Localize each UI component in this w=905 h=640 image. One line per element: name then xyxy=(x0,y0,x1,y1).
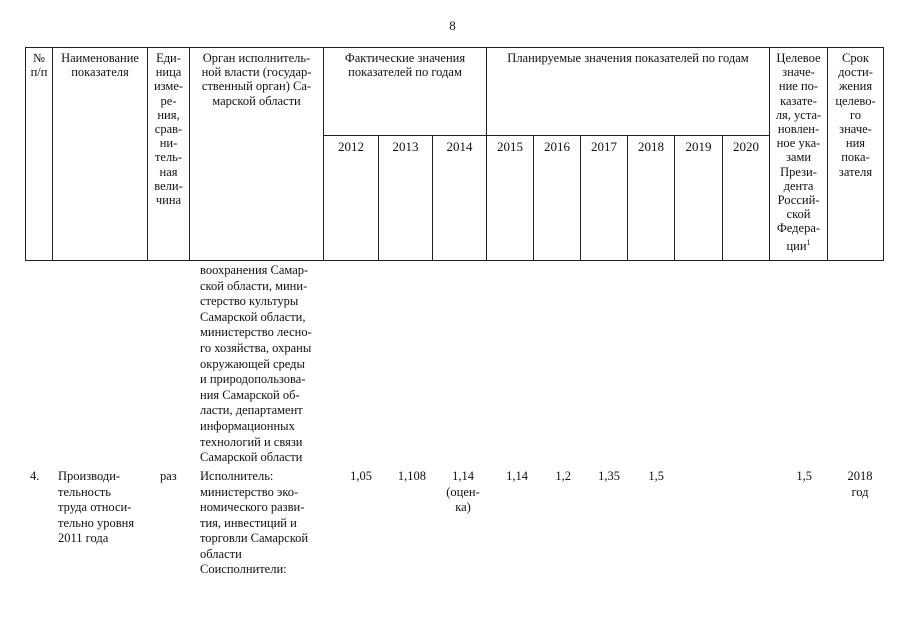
row4-unit: раз xyxy=(160,469,177,483)
row4-value-2012: 1,05 xyxy=(350,469,372,483)
header-planned-values: Планируемые значения показателей по годам xyxy=(487,48,770,136)
row4-value-2016: 1,2 xyxy=(555,469,571,483)
year-2020: 2020 xyxy=(723,136,770,261)
year-2012: 2012 xyxy=(324,136,379,261)
year-2014: 2014 xyxy=(433,136,487,261)
year-2013: 2013 xyxy=(379,136,433,261)
header-actual-values: Фактические значения показателей по годам xyxy=(324,48,487,136)
row4-organization: Исполнитель: министерство эко- номического разви- тия, инвестиций и торговли Самарской области Соисполнители: xyxy=(200,469,309,576)
year-2018: 2018 xyxy=(628,136,675,261)
row4-target-value: 1,5 xyxy=(796,469,812,483)
row4-value-2018: 1,5 xyxy=(648,469,664,483)
indicators-table-header xyxy=(25,47,884,261)
row4-value-2014: 1,14 (оцен- ка) xyxy=(446,469,480,514)
header-target-value xyxy=(770,48,828,261)
page-number: 8 xyxy=(449,18,456,33)
header-num: № п/п xyxy=(26,48,53,261)
header-target-text: Целевое значе- ние по- казате- ля, уста- новлен- ное ука- зами Прези- дента Россий- ской Федера- ции xyxy=(775,51,822,253)
header-org: Орган исполнитель- ной власти (государ- ственный орган) Са- марской области xyxy=(190,48,324,261)
header-unit: Еди- ница изме- ре- ния, срав- ни- тель- ная вели- чина xyxy=(148,48,190,261)
org-continuation-text: воохранения Самар- ской области, мини- стерство культуры Самарской области, министерство лесно- го хозяйства, охраны окружающей среды и природопользова- ния Самарской об- ласти, департамент информационных технологий и связи Самарской области xyxy=(200,263,312,465)
row4-value-2013: 1,108 xyxy=(397,469,426,483)
row4-value-2017: 1,35 xyxy=(598,469,620,483)
row4-indicator-name: Производи- тельность труда относи- тельно уровня 2011 года xyxy=(58,469,135,545)
header-deadline: Срок дости- жения целево- го значе- ния пока- зателя xyxy=(828,48,884,261)
header-name: Наименование показателя xyxy=(53,48,148,261)
year-2019: 2019 xyxy=(675,136,723,261)
row4-deadline: 2018 год xyxy=(847,469,873,499)
row4-number: 4. xyxy=(30,469,40,483)
year-2016: 2016 xyxy=(534,136,581,261)
year-2015: 2015 xyxy=(487,136,534,261)
row4-value-2015: 1,14 xyxy=(506,469,528,483)
year-2017: 2017 xyxy=(581,136,628,261)
header-target-footnote: 1 xyxy=(806,237,811,247)
